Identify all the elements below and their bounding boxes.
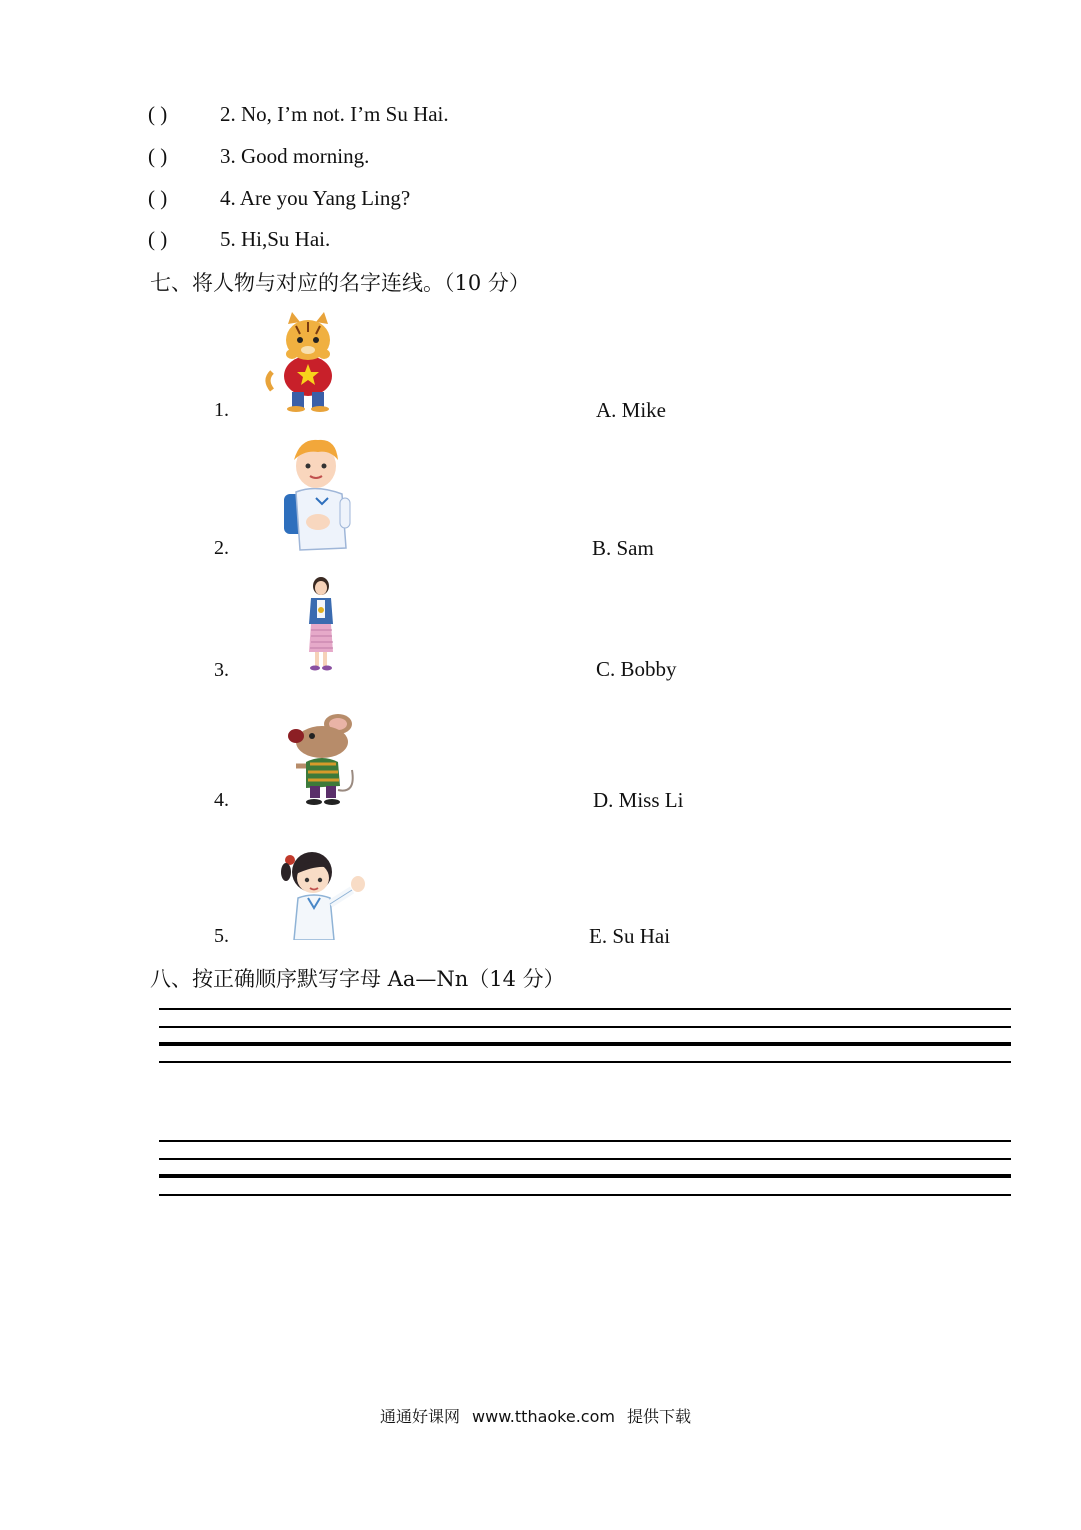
answer-blank[interactable]: ( ) [148,144,168,168]
footer-note: 提供下载 [626,1407,691,1426]
section-8-heading: 八、按正确顺序默写字母 Aa—Nn（14 分） [150,967,565,991]
writing-line [159,1194,1011,1196]
woman-teacher-image[interactable] [303,576,339,674]
answer-blank[interactable]: ( ) [148,186,168,210]
writing-line [159,1026,1011,1028]
writing-line [159,1158,1011,1160]
match-number-2: 2. [214,537,229,559]
question-2 [148,102,449,127]
mouse-cartoon-image[interactable] [282,714,362,808]
question-5 [148,227,330,252]
writing-line [159,1061,1011,1063]
match-number-1: 1. [214,399,229,421]
question-text: 2. No, I’m not. I’m Su Hai. [220,102,449,126]
girl-waving-image[interactable] [278,848,370,940]
tiger-cartoon-image[interactable] [262,310,344,412]
match-name-b[interactable]: B. Sam [592,536,654,560]
match-name-a[interactable]: A. Mike [596,398,666,422]
question-text: 4. Are you Yang Ling? [220,186,411,210]
question-3 [148,144,369,169]
question-text: 3. Good morning. [220,144,370,168]
section-7-heading: 七、将人物与对应的名字连线。（10 分） [150,271,530,295]
match-name-d[interactable]: D. Miss Li [593,788,684,812]
answer-blank[interactable]: ( ) [148,102,168,126]
boy-with-backpack-image[interactable] [280,438,354,558]
footer-site-name: 通通好课网 [380,1407,461,1426]
footer-url[interactable]: www.tthaoke.com [472,1407,615,1426]
match-name-e[interactable]: E. Su Hai [589,924,671,948]
match-number-5: 5. [214,925,229,947]
writing-baseline [159,1174,1011,1178]
match-number-3: 3. [214,659,229,681]
answer-blank[interactable]: ( ) [148,227,168,251]
writing-line [159,1008,1011,1010]
match-name-c[interactable]: C. Bobby [596,657,677,681]
page-footer [380,1404,703,1427]
writing-baseline [159,1042,1011,1046]
question-text: 5. Hi,Su Hai. [220,227,331,251]
writing-line [159,1140,1011,1142]
question-4 [148,186,410,211]
match-number-4: 4. [214,789,229,811]
